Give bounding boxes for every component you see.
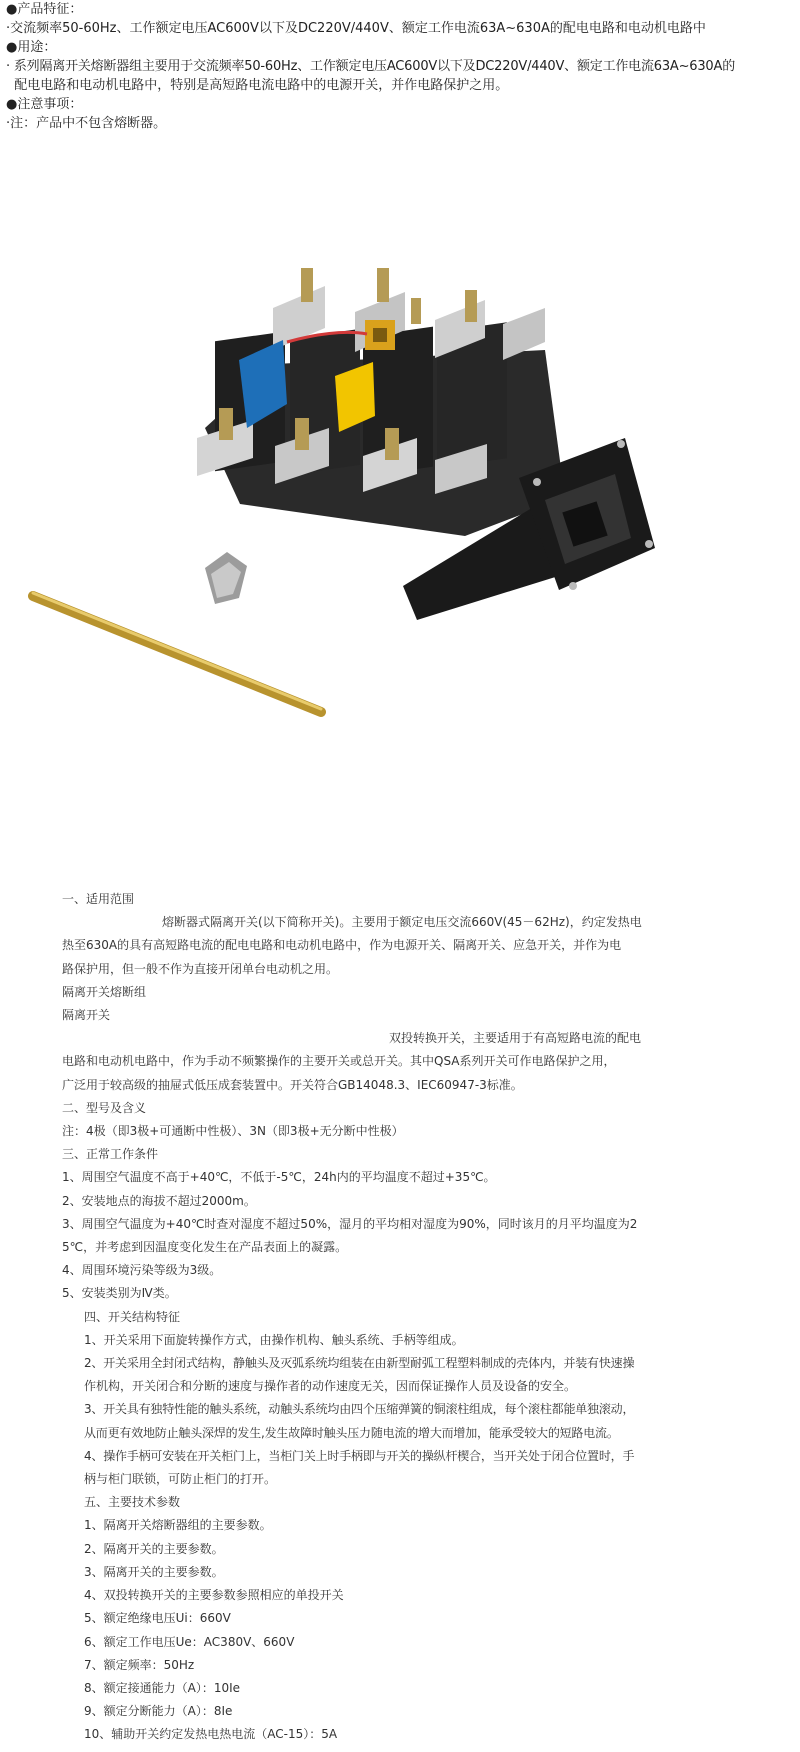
- intro-notes-text: ·注：产品中不包含熔断器。: [6, 116, 167, 131]
- structure-4a: 4、操作手柄可安装在开关柜门上，当柜门关上时手柄即与开关的操纵杆楔合，当开关处于闭合位置时，手: [84, 1448, 635, 1463]
- switch-body: [197, 268, 565, 536]
- structure-1: 1、开关采用下面旋转操作方式，由操作机构、触头系统、手柄等组成。: [84, 1332, 464, 1347]
- operating-rod: [33, 593, 321, 712]
- model-note: 注：4极（即3极+可通断中性极）、3N（即3极+无分断中性极）: [62, 1124, 404, 1139]
- section-heading-structure: 四、开关结构特征: [84, 1309, 181, 1324]
- param-8: 8、额定接通能力（A）：10Ie: [84, 1680, 241, 1695]
- scope-text-6: 广泛用于较高级的抽屉式低压成套装置中。开关符合GB14048.3、IEC60947-3标准。: [62, 1077, 523, 1092]
- condition-4: 4、周围环境污染等级为3级。: [62, 1263, 222, 1278]
- condition-3a: 3、周围空气温度为+40℃时查对湿度不超过50%，湿月的平均相对湿度为90%，同时该月的月平均温度为2: [62, 1216, 638, 1231]
- param-4: 4、双投转换开关的主要参数参照相应的单投开关: [84, 1588, 344, 1603]
- condition-1: 1、周围空气温度不高于+40℃，不低于-5℃，24h内的平均温度不超过+35℃。: [62, 1170, 496, 1185]
- knob-part: [205, 552, 247, 604]
- param-9: 9、额定分断能力（A）：8Ie: [84, 1704, 233, 1719]
- section-heading-model: 二、型号及含义: [62, 1100, 147, 1115]
- condition-2: 2、安装地点的海拔不超过2000m。: [62, 1193, 256, 1208]
- param-5: 5、额定绝缘电压Ui：660V: [84, 1611, 231, 1626]
- condition-3b: 5℃，并考虑到因温度变化发生在产品表面上的凝露。: [62, 1240, 348, 1255]
- param-2: 2、隔离开关的主要参数。: [84, 1541, 224, 1556]
- scope-text-4: 双投转换开关，主要适用于有高短路电流的配电: [389, 1031, 642, 1046]
- product-photo: [25, 268, 765, 728]
- scope-text-1: 熔断器式隔离开关(以下简称开关)。主要用于额定电压交流660V(45－62Hz)，约定发热电: [162, 915, 642, 930]
- section-heading-scope: 一、适用范围: [62, 892, 135, 906]
- scope-item-isolator: 隔离开关: [62, 1008, 111, 1023]
- intro-heading-features: ●产品特征：: [6, 2, 83, 17]
- spec-section: [62, 888, 702, 1747]
- product-intro: [6, 0, 796, 133]
- param-1: 1、隔离开关熔断器组的主要参数。: [84, 1518, 272, 1533]
- structure-2a: 2、开关采用全封闭式结构，静触头及灭弧系统均组装在由新型耐弧工程塑料制成的壳体内，并装有快速操: [84, 1356, 635, 1371]
- param-7: 7、额定频率：50Hz: [84, 1657, 195, 1672]
- structure-2b: 作机构，开关闭合和分断的速度与操作者的动作速度无关，因而保证操作人员及设备的安全。: [84, 1379, 577, 1394]
- param-6: 6、额定工作电压Ue：AC380V、660V: [84, 1634, 295, 1649]
- structure-4b: 柄与柜门联锁，可防止柜门的打开。: [84, 1472, 277, 1487]
- intro-usage-text-1: · 系列隔离开关熔断器组主要用于交流频率50-60Hz、工作额定电压AC600V以下及DC220V/440V、额定工作电流63A~630A的: [6, 59, 736, 74]
- structure-3b: 从而更有效地防止触头深焊的发生,发生故障时触头压力随电流的增大而增加，能承受较大的短路电流。: [84, 1425, 619, 1440]
- intro-heading-notes: ●注意事项：: [6, 97, 83, 112]
- scope-text-5: 电路和电动机电路中，作为手动不频繁操作的主要开关或总开关。其中QSA系列开关可作电路保护之用，: [62, 1054, 616, 1069]
- param-10: 10、辅助开关约定发热电热电流（AC-15）：5A: [84, 1727, 338, 1742]
- section-heading-params: 五、主要技术参数: [84, 1495, 181, 1510]
- section-heading-conditions: 三、正常工作条件: [62, 1147, 159, 1162]
- scope-text-2: 热至630A的具有高短路电流的配电电路和电动机电路中，作为电源开关、隔离开关、应急开关，并作为电: [62, 938, 622, 953]
- intro-usage-text-2: 配电电路和电动机电路中，特别是高短路电流电路中的电源开关，并作电路保护之用。: [6, 78, 509, 93]
- intro-features-text: ·交流频率50-60Hz、工作额定电压AC600V以下及DC220V/440V、额定工作电流63A~630A的配电电路和电动机电路中: [6, 21, 706, 36]
- structure-3a: 3、开关具有独特性能的触头系统，动触头系统均由四个压缩弹簧的铜滚柱组成，每个滚柱都能单独滚动，: [84, 1402, 635, 1417]
- scope-item-fuse-group: 隔离开关熔断组: [62, 984, 147, 999]
- condition-5: 5、安装类别为Ⅳ类。: [62, 1286, 177, 1301]
- intro-heading-usage: ●用途：: [6, 40, 57, 55]
- param-3: 3、隔离开关的主要参数。: [84, 1564, 224, 1579]
- scope-text-3: 路保护用，但一般不作为直接开闭单台电动机之用。: [62, 961, 339, 976]
